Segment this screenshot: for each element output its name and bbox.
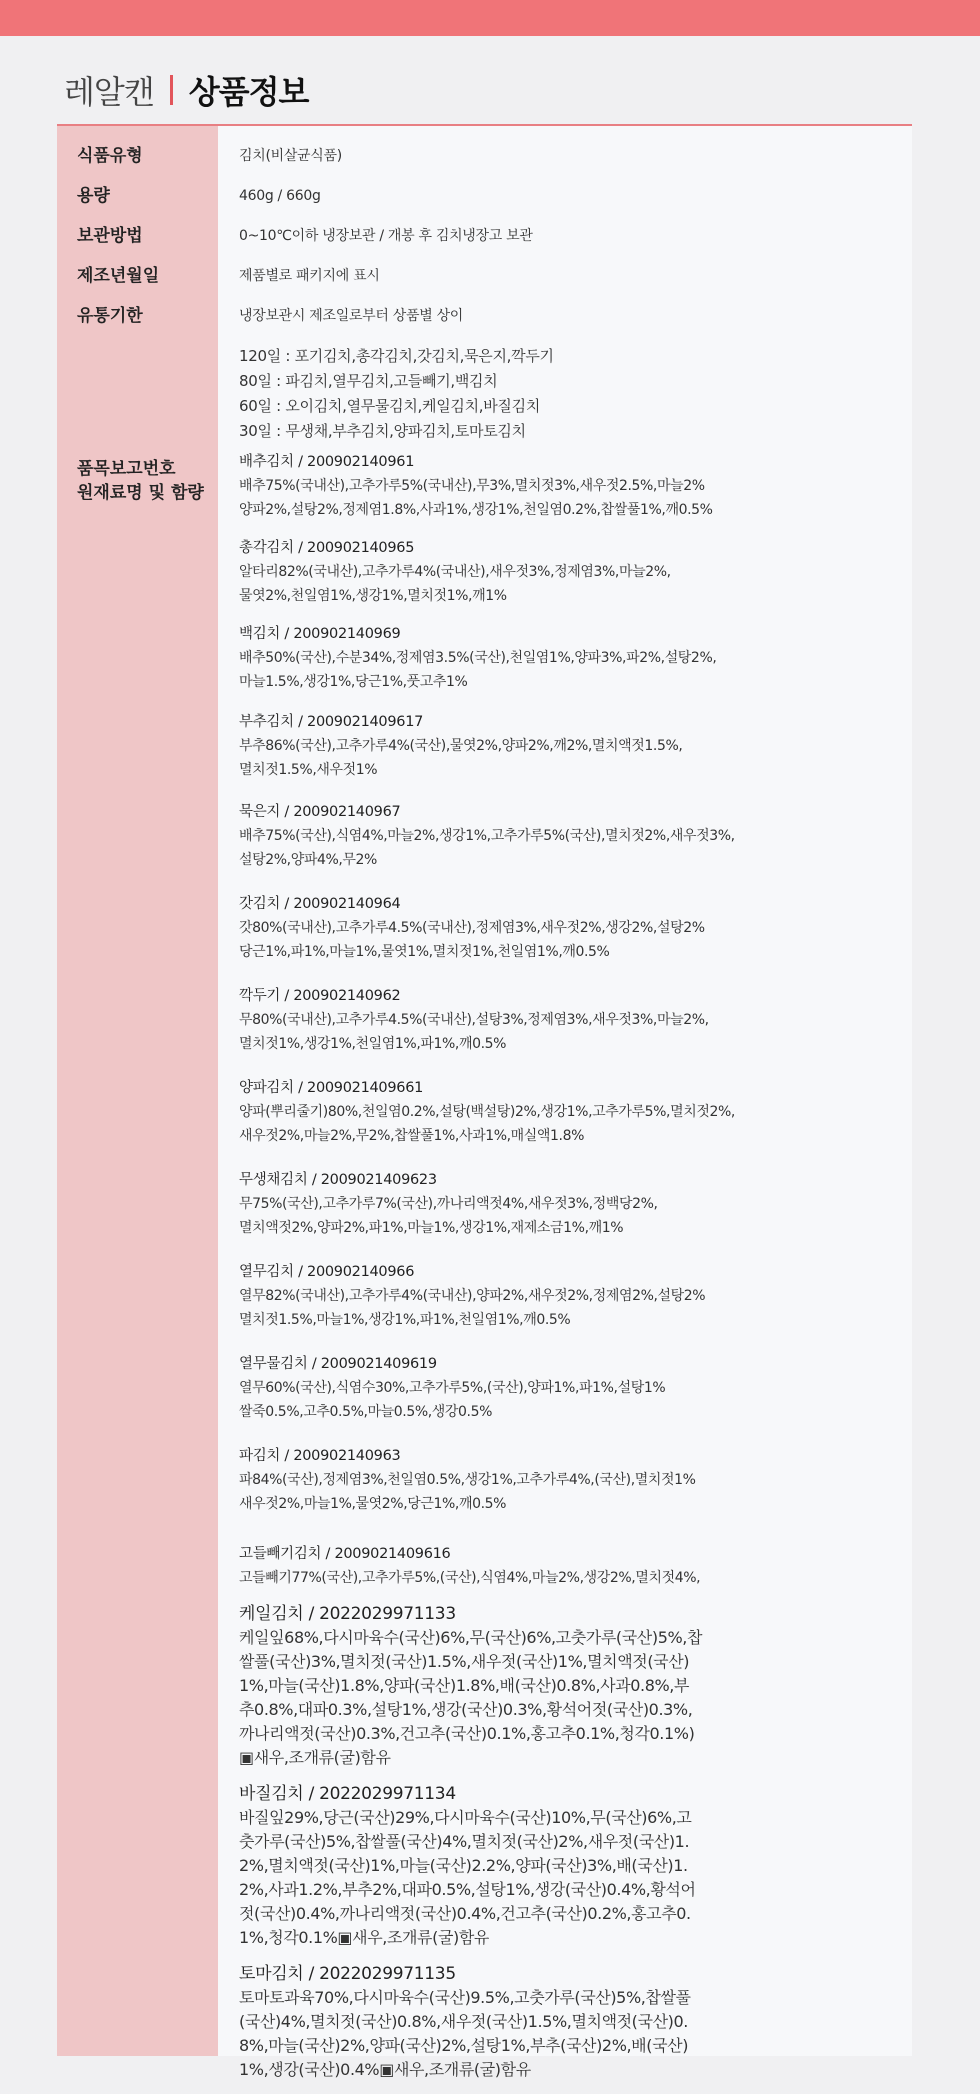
expiry-note: 120일 : 포기김치,총각김치,갓김치,묵은지,깍두기 [239,347,554,365]
product-item [239,450,739,522]
product-ingredients: 무75%(국산),고추가루7%(국산),까나리액젓4%,새우젓3%,정백당2%, 멸치액젓2%,양파2%,파1%,마늘1%,생강1%,재제소금1%,깨1% [239,1196,658,1236]
product-heading: 총각김치 / 200902140965 [239,540,415,556]
expiry-note: 30일 : 무생채,부추김치,양파김치,토마토김치 [239,422,526,440]
label-ingredients: 원재료명 및 함량 [77,483,204,503]
product-heading: 케일김치 / 2022029971133 [239,1604,456,1624]
value-expiry: 냉장보관시 제조일로부터 상품별 상이 [239,308,464,324]
ingredient-list [239,450,739,2082]
brand-name: 레알캔 [64,73,154,111]
product-ingredients: 고들빼기77%(국산),고추가루5%,(국산),식염4%,마늘2%,생강2%,멸치젓4%, [239,1570,701,1586]
product-item [239,1444,739,1516]
product-ingredients: 배추75%(국산),식염4%,마늘2%,생강1%,고추가루5%(국산),멸치젓2%,새우젓3%, 설탕2%,양파4%,무2% [239,828,735,868]
value-food-type: 김치(비살균식품) [239,148,342,164]
product-item [239,1260,739,1332]
product-ingredients: 알타리82%(국내산),고추가루4%(국내산),새우젓3%,정제염3%,마늘2%, 물엿2%,천일염1%,생강1%,멸치젓1%,깨1% [239,564,671,604]
product-item [239,1962,739,2082]
label-manufactured: 제조년월일 [77,266,160,286]
product-ingredients: 열무60%(국산),식염수30%,고추가루5%,(국산),양파1%,파1%,설탕1% 쌀죽0.5%,고추0.5%,마늘0.5%,생강0.5% [239,1380,666,1420]
product-item [239,1782,739,1950]
product-item [239,1076,739,1148]
product-ingredients: 무80%(국내산),고추가루4.5%(국내산),설탕3%,정제염3%,새우젓3%,마늘2%, 멸치젓1%,생강1%,천일염1%,파1%,깨0.5% [239,1012,709,1052]
value-capacity: 460g / 660g [239,188,321,204]
product-heading: 배추김치 / 200902140961 [239,454,415,470]
product-heading: 고들빼기김치 / 2009021409616 [239,1546,451,1562]
product-ingredients: 파84%(국산),정제염3%,천일염0.5%,생강1%,고추가루4%,(국산),멸치젓1% 새우젓2%,마늘1%,물엿2%,당근1%,깨0.5% [239,1472,696,1512]
value-manufactured: 제품별로 패키지에 표시 [239,268,380,284]
product-heading: 토마김치 / 2022029971135 [239,1964,456,1984]
product-ingredients: 배추75%(국내산),고추가루5%(국내산),무3%,멸치젓3%,새우젓2.5%,마늘2% 양파2%,설탕2%,정제염1.8%,사과1%,생강1%,천일염0.2%,찹쌀풀1%,깨0.5% [239,478,713,518]
product-heading: 바질김치 / 2022029971134 [239,1784,456,1804]
product-ingredients: 토마토과육70%,다시마육수(국산)9.5%,고춧가루(국산)5%,찹쌀풀(국산)4%,멸치젓(국산)0.8%,새우젓(국산)1.5%,멸치액젓(국산)0.8%,마늘(국산)2%,양파(국산)2%,설탕1%,부추(국산)2%,배(국산)1%,생강(국산)0.4%▣새우,조개류(굴)함유 [239,1988,691,2079]
product-ingredients: 갓80%(국내산),고추가루4.5%(국내산),정제염3%,새우젓2%,생강2%,설탕2% 당근1%,파1%,마늘1%,물엿1%,멸치젓1%,천일염1%,깨0.5% [239,920,705,960]
product-ingredients: 양파(뿌리줄기)80%,천일염0.2%,설탕(백설탕)2%,생강1%,고추가루5%,멸치젓2%, 새우젓2%,마늘2%,무2%,찹쌀풀1%,사과1%,매실액1.8% [239,1104,735,1144]
label-report-number: 품목보고번호 [77,459,176,479]
product-item [239,800,739,872]
product-heading: 갓김치 / 200902140964 [239,896,401,912]
section-title: 상품정보 [188,73,309,111]
product-item [239,1168,739,1240]
product-heading: 무생채김치 / 2009021409623 [239,1172,437,1188]
product-ingredients: 배추50%(국산),수분34%,정제염3.5%(국산),천일염1%,양파3%,파2%,설탕2%, 마늘1.5%,생강1%,당근1%,풋고추1% [239,650,717,690]
product-info-table [57,124,912,2079]
product-heading: 파김치 / 200902140963 [239,1448,401,1464]
value-column [218,126,912,2079]
expiry-note: 80일 : 파김치,열무김치,고들빼기,백김치 [239,372,498,390]
product-item [239,1542,739,1590]
product-item [239,536,739,608]
product-heading: 부추김치 / 2009021409617 [239,714,424,730]
product-item [239,1602,739,1770]
product-heading: 열무김치 / 200902140966 [239,1264,415,1280]
label-storage: 보관방법 [77,226,143,246]
product-item [239,984,739,1056]
label-column [57,126,218,2056]
product-heading: 묵은지 / 200902140967 [239,804,401,820]
expiry-note: 60일 : 오이김치,열무물김치,케일김치,바질김치 [239,397,541,415]
product-ingredients: 바질잎29%,당근(국산)29%,다시마육수(국산)10%,무(국산)6%,고춧가루(국산)5%,찹쌀풀(국산)4%,멸치젓(국산)2%,새우젓(국산)1.2%,멸치액젓(국산)1%,마늘(국산)2.2%,양파(국산)3%,배(국산)1.2%,사과1.2%,부추2%,대파0.5%,설탕1%,생강(국산)0.4%,황석어젓(국산)0.4%,까나리액젓(국산)0.4%,건고추(국산)0.2%,홍고추0.1%,청각0.1%▣새우,조개류(굴)함유 [239,1808,696,1947]
product-item [239,622,739,694]
product-heading: 백김치 / 200902140969 [239,626,401,642]
product-heading: 양파김치 / 2009021409661 [239,1080,424,1096]
label-expiry: 유통기한 [77,306,143,326]
product-ingredients: 부추86%(국산),고추가루4%(국산),물엿2%,양파2%,깨2%,멸치액젓1.5%, 멸치젓1.5%,새우젓1% [239,738,683,778]
page-title [64,68,308,112]
product-ingredients: 열무82%(국내산),고추가루4%(국내산),양파2%,새우젓2%,정제염2%,설탕2% 멸치젓1.5%,마늘1%,생강1%,파1%,천일염1%,깨0.5% [239,1288,706,1328]
product-item [239,892,739,964]
label-capacity: 용량 [77,186,110,206]
top-accent-bar [0,0,980,36]
product-item [239,1352,739,1424]
title-divider [170,75,173,105]
product-item [239,710,739,782]
product-ingredients: 케일잎68%,다시마육수(국산)6%,무(국산)6%,고춧가루(국산)5%,찹쌀풀(국산)3%,멸치젓(국산)1.5%,새우젓(국산)1%,멸치액젓(국산)1%,마늘(국산)1.8%,양파(국산)1.8%,배(국산)0.8%,사과0.8%,부추0.8%,대파0.3%,설탕1%,생강(국산)0.3%,황석어젓(국산)0.3%,까나리액젓(국산)0.3%,건고추(국산)0.1%,홍고추0.1%,청각0.1%)▣새우,조개류(굴)함유 [239,1628,703,1767]
product-heading: 열무물김치 / 2009021409619 [239,1356,437,1372]
value-storage: 0~10℃이하 냉장보관 / 개봉 후 김치냉장고 보관 [239,228,533,244]
product-heading: 깍두기 / 200902140962 [239,988,401,1004]
label-food-type: 식품유형 [77,146,143,166]
expiry-notes [239,344,554,444]
